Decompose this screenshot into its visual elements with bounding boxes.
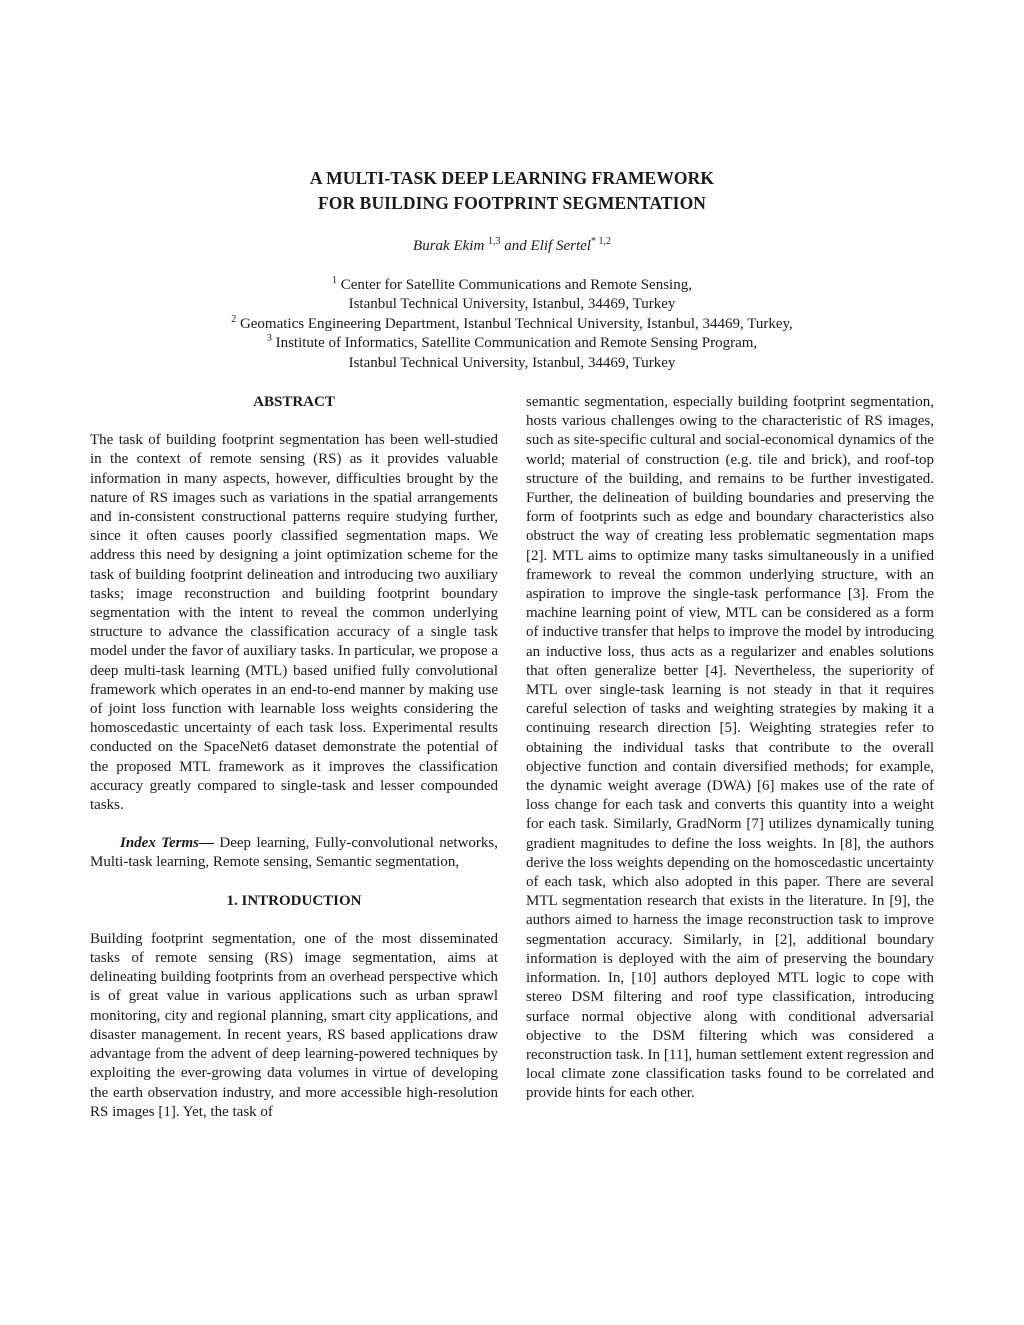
- affiliation-text: Center for Satellite Communications and Remote Sensing,: [340, 277, 692, 293]
- affiliation-line: [0, 334, 1024, 353]
- introduction-body-right: semantic segmentation, especially building footprint segmentation, hosts various challenges owing to the characteristic of RS images, such as site-specific cultural and social-economical dynamics of the world; material of construction (e.g. tile and brick), and roof-top structure of the building, and remains to be further investigated. Further, the delineation of building boundaries and preserving the form of footprints such as edge and boundary characteristics also obstruct the way of creating less problematic segmentation maps [2]. MTL aims to optimize many tasks simultaneously in a unified framework to reveal the common underlying structure, with an aspiration to improve the single-task performance [3]. From the machine learning point of view, MTL can be considered as a form of inductive transfer that helps to improve the model by introducing an inductive loss, thus acts as a regularizer and enables solutions that often generalize better [4]. Nevertheless, the superiority of MTL over single-task learning is not steady in that it requires careful selection of tasks and weighting strategies by making it a continuing research direction [5]. Weighting strategies refer to obtaining the individual tasks that contribute to the overall objective function and contain diversified methods; for example, the dynamic weight average (DWA) [6] makes use of the rate of loss change for each task and converts this quantity into a weight for each task. Similarly, GradNorm [7] utilizes dynamically tuning gradient magnitudes to define the loss weights. In [8], the authors derive the loss weights depending on the homoscedastic uncertainty of each task, which also adopted in this paper. There are several MTL segmentation research that exists in the literature. In [9], the authors aimed to harness the image reconstruction task to improve segmentation accuracy. Similarly, in [2], additional boundary information is deployed with the aim of preserving the boundary information. In, [10] authors deployed MTL logic to cope with stereo DSM filtering and roof type classification, introducing surface normal objective along with conditional adversarial objective to the DSM filtering which was considered a reconstruction task. In [11], human settlement extent regression and local climate zone classification tasks found to be correlated and provide hints for each other.: [526, 394, 934, 1102]
- affiliation-line: [0, 276, 1024, 295]
- affiliations: [0, 276, 1024, 373]
- index-terms-text: Deep learning, Fully-convolutional networks, Multi-task learning, Remote sensing, Semantic segmentation,: [90, 835, 499, 871]
- affiliation-line: [0, 295, 1024, 314]
- abstract-heading: ABSTRACT: [253, 394, 335, 410]
- abstract-body: The task of building footprint segmentation has been well-studied in the context of remote sensing (RS) as it provides valuable information in many aspects, however, difficulties brought by the nature of RS images such as variations in the spatial arrangements and in-consistent constructional patterns require studying further, since it often causes poorly classified segmentation maps. We address this need by designing a joint optimization scheme for the task of building footprint delineation and introducing two auxiliary tasks; image reconstruction and building footprint boundary segmentation with the intent to reveal the common underlying structure to advance the classification accuracy of a single task model under the favor of auxiliary tasks. In particular, we propose a deep multi-task learning (MTL) based unified fully convolutional framework which operates in an end-to-end manner by making use of joint loss function with learnable loss weights considering the homoscedastic uncertainty of each task loss. Experimental results conducted on the SpaceNet6 dataset demonstrate the potential of the proposed MTL framework as it improves the classification accuracy greatly compared to single-task and lesser compounded tasks.: [90, 432, 498, 814]
- paper-title-line-1: A MULTI-TASK DEEP LEARNING FRAMEWORK: [309, 168, 715, 188]
- left-column: [90, 393, 498, 1122]
- affiliation-marker: 2: [231, 313, 237, 325]
- index-terms: [90, 834, 498, 872]
- affiliation-text: Geomatics Engineering Department, Istanbul Technical University, Istanbul, 34469, Turkey,: [239, 315, 793, 332]
- author-connector: and: [504, 238, 527, 254]
- affiliation-text: Istanbul Technical University, Istanbul, 34469, Turkey: [348, 354, 676, 371]
- affiliation-line: [0, 354, 1024, 373]
- author-name: Elif Sertel: [530, 238, 591, 254]
- author-line: [0, 236, 1024, 256]
- affiliation-marker: 1: [332, 275, 338, 286]
- author-affiliation-marker: 1,3: [488, 236, 501, 247]
- affiliation-line: [0, 315, 1024, 334]
- paper-title-line-2: FOR BUILDING FOOTPRINT SEGMENTATION: [317, 193, 707, 213]
- author-name: Burak Ekim: [413, 238, 485, 254]
- index-terms-label: Index Terms—: [120, 835, 215, 852]
- introduction-body-left: Building footprint segmentation, one of the most disseminated tasks of remote sensing (RS) image segmentation, aims at delineating building footprints from an overhead perspective which is of great value in various applications such as urban sprawl monitoring, city and regional planning, smart city applications, and disaster management. In recent years, RS based applications draw advantage from the advent of deep learning-powered techniques by exploiting the ever-growing data volumes in virtue of developing the earth observation industry, and more accessible high-resolution RS images [1]. Yet, the task of: [90, 930, 498, 1120]
- affiliation-text: Istanbul Technical University, Istanbul, 34469, Turkey: [348, 296, 676, 313]
- affiliation-marker: 3: [266, 333, 272, 345]
- affiliation-text: Institute of Informatics, Satellite Communication and Remote Sensing Program,: [275, 335, 758, 352]
- right-column: [526, 393, 934, 1104]
- header-block: [0, 166, 1024, 373]
- author-affiliation-marker: * 1,2: [590, 236, 611, 247]
- introduction-heading: 1. INTRODUCTION: [226, 892, 362, 909]
